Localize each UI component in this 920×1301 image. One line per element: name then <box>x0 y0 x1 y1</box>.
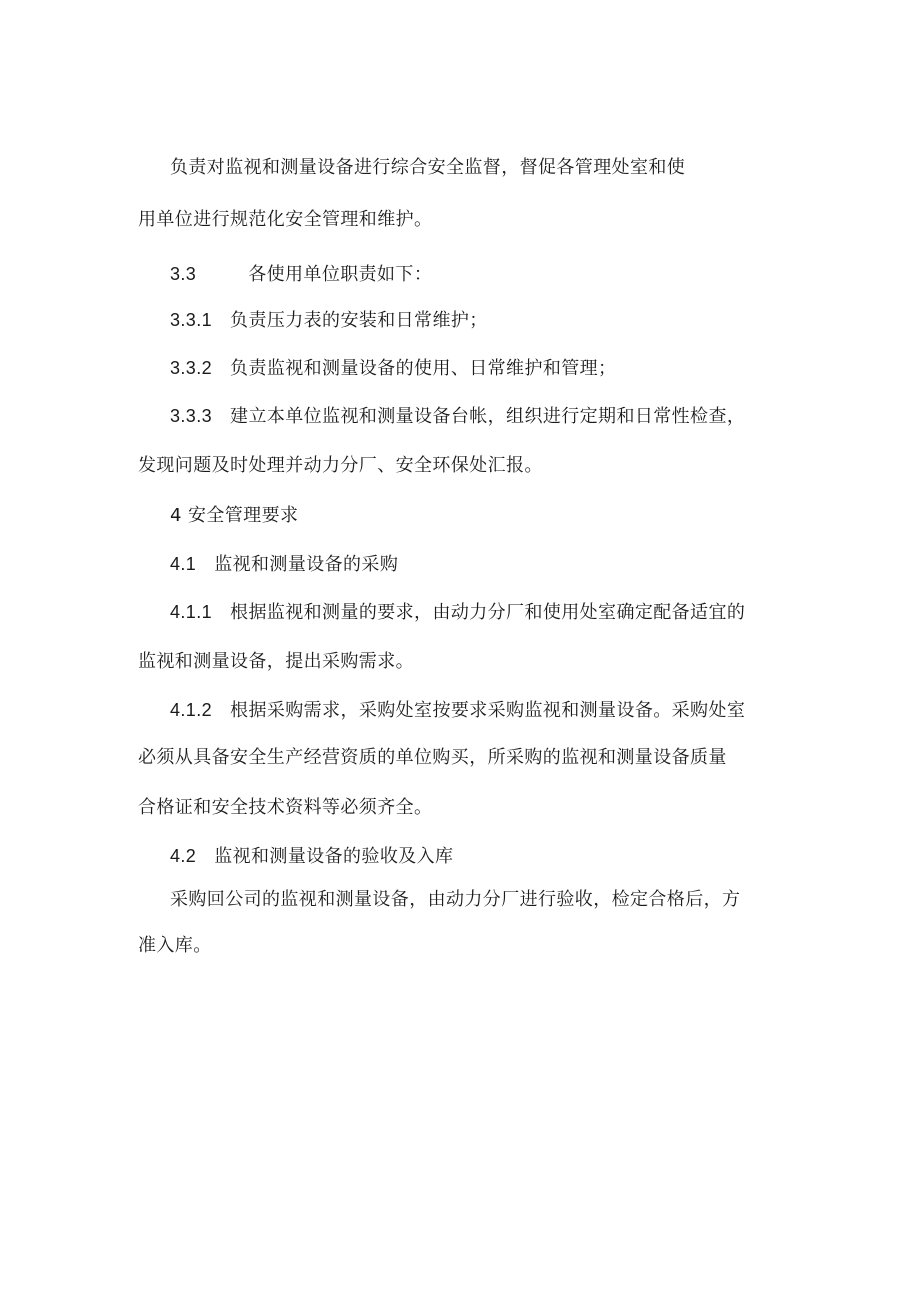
section-text: 必须从具备安全生产经营资质的单位购买，所采购的监视和测量设备质量 <box>138 747 727 768</box>
section-number: 3.3.3 <box>170 406 213 426</box>
section-text: 合格证和安全技术资料等必须齐全。 <box>138 797 433 818</box>
section-4-1 <box>170 552 398 577</box>
paragraph-intro-line-1 <box>170 156 685 180</box>
paragraph-text: 准入库。 <box>138 935 212 956</box>
paragraph-intro-line-2 <box>138 208 432 232</box>
section-3-3-3-line-2 <box>138 454 543 478</box>
section-4-1-1-line-2 <box>138 650 414 674</box>
section-3-3-2 <box>170 356 616 381</box>
section-3-3 <box>170 262 432 287</box>
section-3-3-1 <box>170 308 488 333</box>
section-text: 建立本单位监视和测量设备台帐，组织进行定期和日常性检查， <box>230 406 746 427</box>
section-number: 4.2 <box>170 846 197 866</box>
section-number: 4.1.1 <box>170 602 213 622</box>
section-number: 3.3.2 <box>170 358 213 378</box>
section-number: 4.1 <box>170 554 197 574</box>
paragraph-text: 用单位进行规范化安全管理和维护。 <box>138 209 433 230</box>
section-text: 各使用单位职责如下： <box>248 264 433 285</box>
section-4-1-2-line-1 <box>170 698 745 723</box>
section-heading: 4 安全管理要求 <box>170 505 299 526</box>
section-3-3-3-line-1 <box>170 404 745 429</box>
paragraph-text: 采购回公司的监视和测量设备，由动力分厂进行验收，检定合格后，方 <box>170 889 741 910</box>
section-number: 3.3.1 <box>170 310 213 330</box>
section-text: 根据采购需求，采购处室按要求采购监视和测量设备。采购处室 <box>230 700 746 721</box>
section-text: 负责监视和测量设备的使用、日常维护和管理； <box>230 358 617 379</box>
section-number: 3.3 <box>170 264 197 284</box>
paragraph-final-line-1 <box>170 888 740 912</box>
paragraph-final-line-2 <box>138 934 212 958</box>
section-text: 发现问题及时处理并动力分厂、安全环保处汇报。 <box>138 455 543 476</box>
section-4-1-1-line-1 <box>170 600 745 625</box>
section-4-1-2-line-2 <box>138 746 727 770</box>
paragraph-text: 负责对监视和测量设备进行综合安全监督，督促各管理处室和使 <box>170 157 686 178</box>
section-number: 4.1.2 <box>170 700 213 720</box>
section-text: 监视和测量设备，提出采购需求。 <box>138 651 414 672</box>
section-text: 根据监视和测量的要求，由动力分厂和使用处室确定配备适宜的 <box>230 602 746 623</box>
section-4-heading <box>170 504 298 528</box>
section-text: 监视和测量设备的验收及入库 <box>214 846 454 867</box>
section-text: 负责压力表的安装和日常维护； <box>230 310 488 331</box>
section-text: 监视和测量设备的采购 <box>214 554 399 575</box>
section-4-2 <box>170 844 453 869</box>
section-4-1-2-line-3 <box>138 796 432 820</box>
